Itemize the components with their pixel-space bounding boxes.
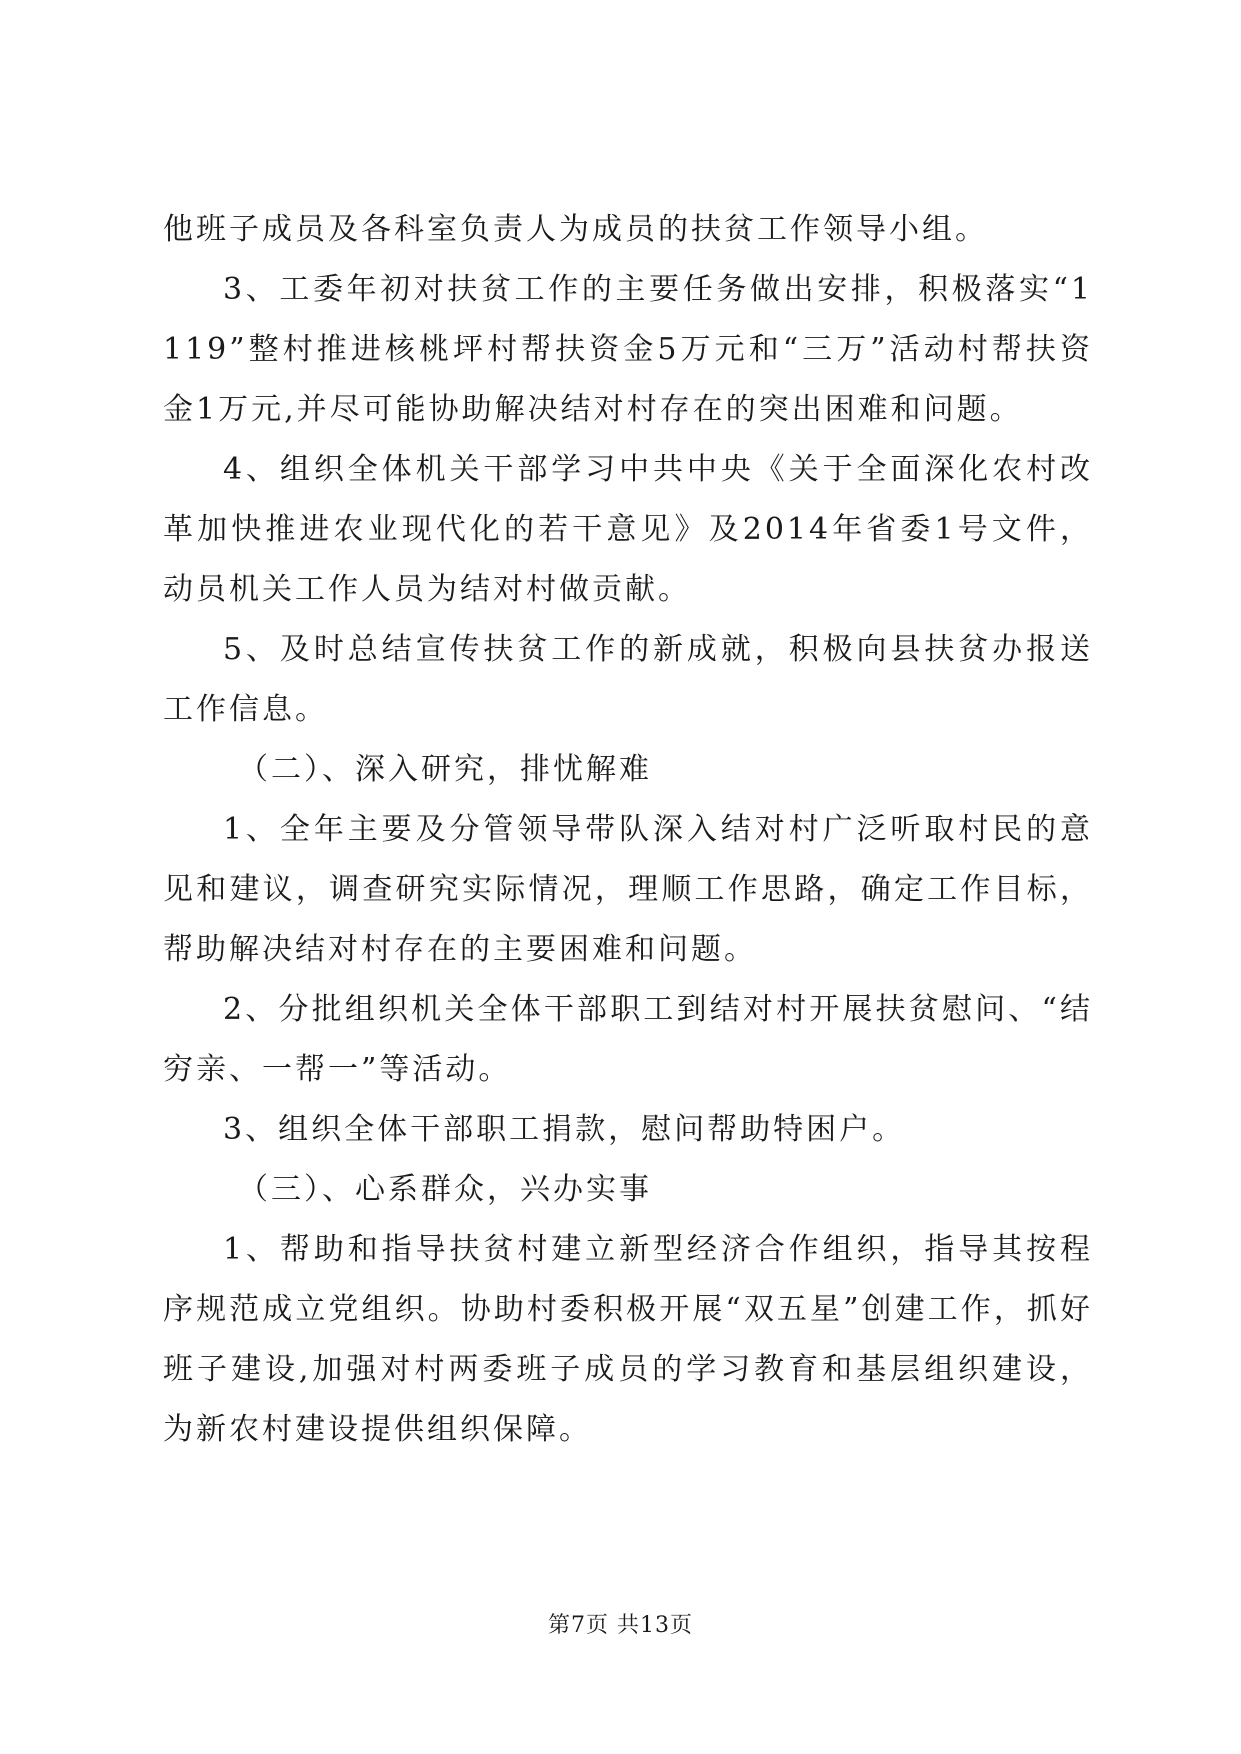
paragraph-item-2-visits: 2、分批组织机关全体干部职工到结对村开展扶贫慰问、“结穷亲、一帮一”等活动。 [163, 992, 1093, 1087]
paragraph-item-1-research: 1、全年主要及分管领导带队深入结对村广泛听取村民的意见和建议，调查研究实际情况，理顺工作思路，确定工作目标，帮助解决结对村存在的主要困难和问题。 [163, 812, 1093, 967]
paragraph-item-4-study: 4、组织全体机关干部学习中共中央《关于全面深化农村改革加快推进农业现代化的若干意见》及2014年省委1号文件，动员机关工作人员为结对村做贡献。 [163, 452, 1093, 607]
paragraph-item-3-donation: 3、组织全体干部职工捐款，慰问帮助特困户。 [223, 1112, 906, 1147]
document-body [163, 200, 1093, 1460]
paragraph-item-3-arrangement: 3、工委年初对扶贫工作的主要任务做出安排，积极落实“1119”整村推进核桃坪村帮扶资金5万元和“三万”活动村帮扶资金1万元,并尽可能协助解决结对村存在的突出困难和问题。 [163, 272, 1093, 427]
section-heading-3: （三）、心系群众，兴办实事 [238, 1172, 652, 1207]
paragraph-item-1-cooperative: 1、帮助和指导扶贫村建立新型经济合作组织，指导其按程序规范成立党组织。协助村委积极开展“双五星”创建工作，抓好班子建设,加强对村两委班子成员的学习教育和基层组织建设，为新农村建设提供组织保障。 [163, 1232, 1093, 1447]
page-footer: 第7页 共13页 [548, 1613, 693, 1638]
paragraph-continuation: 他班子成员及各科室负责人为成员的扶贫工作领导小组。 [163, 212, 988, 247]
section-heading-2: （二）、深入研究，排忧解难 [238, 752, 652, 787]
paragraph-item-5-publicity: 5、及时总结宣传扶贫工作的新成就，积极向县扶贫办报送工作信息。 [163, 632, 1093, 727]
